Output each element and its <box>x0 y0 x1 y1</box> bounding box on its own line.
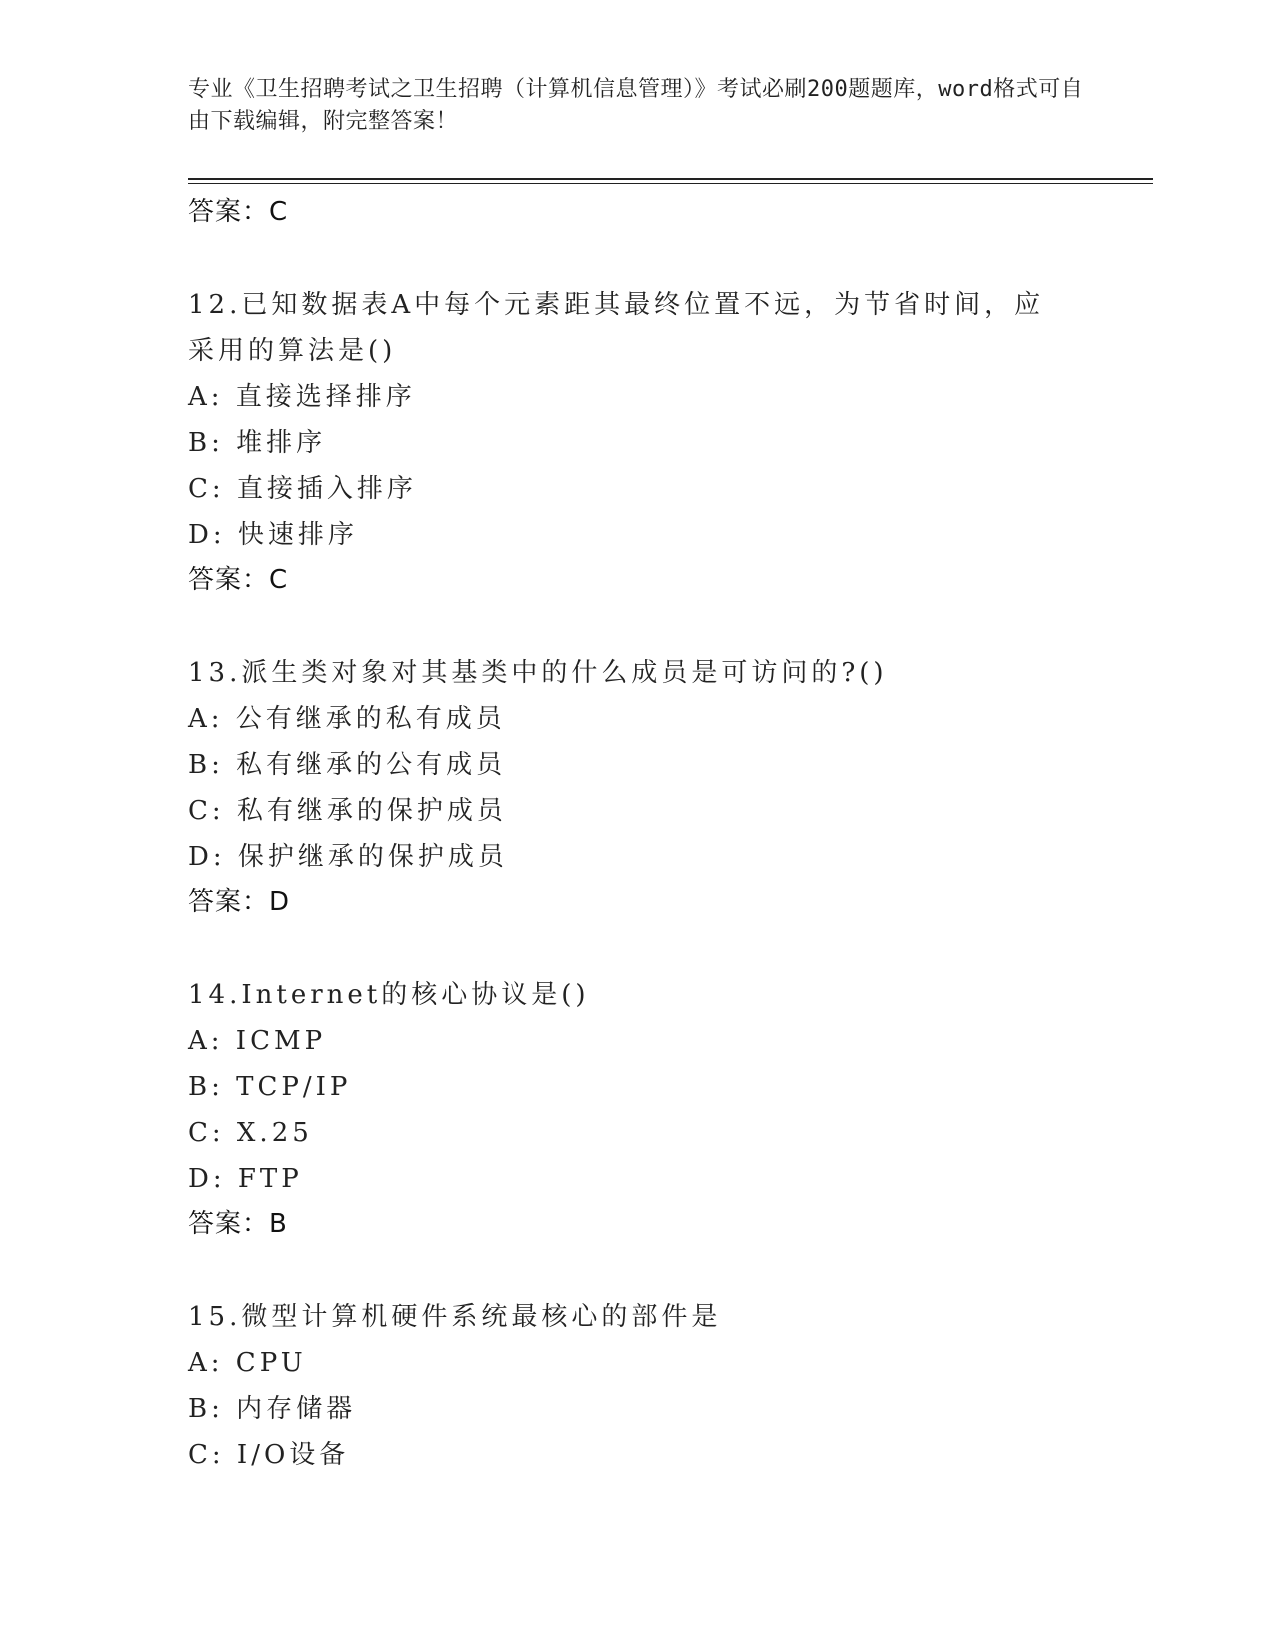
option-b: B: TCP/IP <box>188 1072 352 1102</box>
option-d: D: 快速排序 <box>188 520 358 550</box>
option-c: C: I/O设备 <box>188 1440 350 1470</box>
question-item <box>188 972 1088 1246</box>
option-b: B: 内存储器 <box>188 1394 357 1424</box>
option-a: A: CPU <box>188 1348 307 1378</box>
option-a: A: ICMP <box>188 1026 327 1056</box>
option-d: D: 保护继承的保护成员 <box>188 842 508 872</box>
answer-line: 答案：C <box>188 565 289 595</box>
question-text: 12.已知数据表A中每个元素距其最终位置不远，为节省时间，应采用的算法是() <box>188 290 1045 366</box>
question-list <box>188 190 1088 1478</box>
option-a: A: 直接选择排序 <box>188 382 416 412</box>
question-text: 13.派生类对象对其基类中的什么成员是可访问的?() <box>188 658 888 688</box>
page-header: 专业《卫生招聘考试之卫生招聘（计算机信息管理）》考试必刷200题题库，word格式可自由下载编辑，附完整答案！ <box>188 77 1084 134</box>
question-item <box>188 282 1088 602</box>
option-c: C: 直接插入排序 <box>188 474 417 504</box>
option-c: C: X.25 <box>188 1118 313 1148</box>
answer-line: 答案：D <box>188 887 291 917</box>
question-text: 14.Internet的核心协议是() <box>188 980 590 1010</box>
answer-line: 答案：B <box>188 1209 288 1239</box>
option-d: D: FTP <box>188 1164 303 1194</box>
question-item <box>188 650 1088 924</box>
option-a: A: 公有继承的私有成员 <box>188 704 506 734</box>
header-divider-thin <box>188 183 1153 184</box>
answer-line: 答案：C <box>188 197 289 227</box>
question-item <box>188 1294 1088 1478</box>
header-divider <box>188 178 1153 180</box>
option-b: B: 堆排序 <box>188 428 327 458</box>
option-c: C: 私有继承的保护成员 <box>188 796 507 826</box>
option-b: B: 私有继承的公有成员 <box>188 750 507 780</box>
question-text: 15.微型计算机硬件系统最核心的部件是 <box>188 1302 722 1332</box>
